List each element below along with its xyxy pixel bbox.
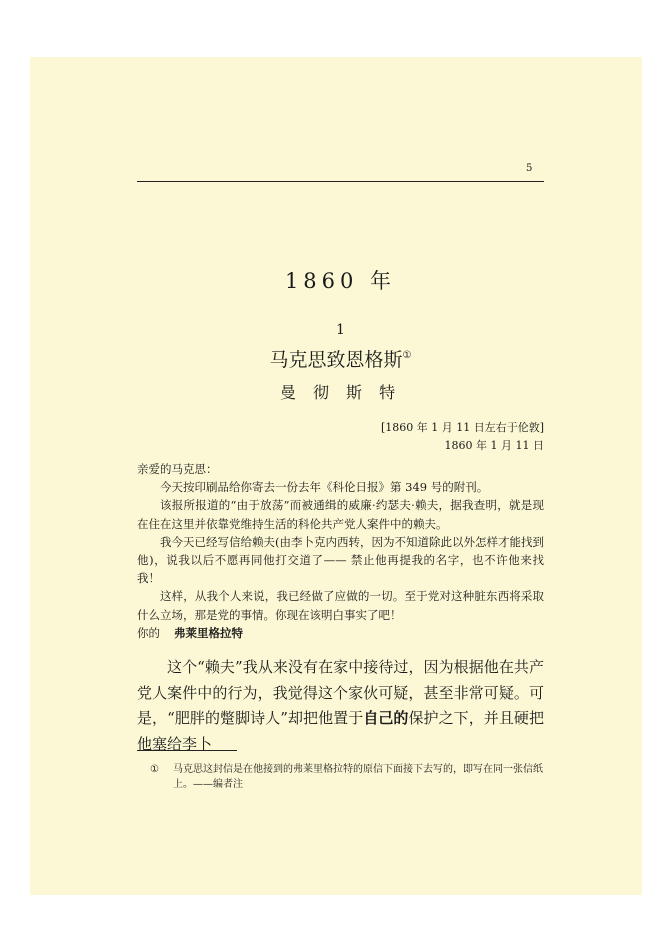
- signature: 弗莱里格拉特: [174, 625, 243, 640]
- footnote-text: 马克思这封信是在他接到的弗莱里格拉特的原信下面接下去写的，即写在同一张信纸上。——编者注: [173, 764, 543, 790]
- header-rule: [137, 181, 544, 182]
- letter-place: 曼 彻 斯 特: [279, 383, 402, 402]
- footnote: [150, 762, 544, 792]
- letter-paragraph: 该报所报道的“由于放荡”而被通缉的威廉·约瑟夫·赖夫，据我查明，就是现在住在这里并依靠党维持生活的科伦共产党人案件中的赖夫。: [137, 498, 544, 531]
- letter-closing: [137, 624, 544, 642]
- quoted-letter: [137, 460, 544, 642]
- letter-paragraph: 今天按印刷品给你寄去一份去年《科伦日报》第 349 号的附刊。: [160, 480, 489, 495]
- emphasized-text: 自己的: [363, 709, 409, 727]
- letter-paragraph: 这样，从我个人来说，我已经做了应做的一切。至于党对这种脏东西将采取什么立场，那是党的事情。你现在该明白事实了吧！: [137, 589, 544, 622]
- closing-word: 你的: [137, 625, 160, 640]
- letter-paragraph: 我今天已经写信给赖夫(由李卜克内西转，因为不知道除此以外怎样才能找到他)，说我以后不愿再同他打交道了—— 禁止他再提我的名字，也不许他来找我！: [137, 534, 544, 586]
- letter-title: [137, 345, 544, 372]
- page-number: 5: [526, 163, 533, 174]
- footnote-mark: ①: [150, 764, 159, 775]
- main-text-part: 这个“赖夫”我从来没有在家中接待过，因为根据他在共产党人案件中的行为，我觉得这个家伙可疑，甚至非常可疑。可是，“肥胖的蹩脚诗人”却把他置于: [137, 658, 544, 727]
- letter-number: 1: [336, 322, 345, 338]
- editorial-date: [1860 年 1 月 11 日左右于伦敦]: [380, 421, 544, 434]
- salutation: 亲爱的马克思：: [137, 462, 218, 476]
- footnote-marker: ①: [402, 350, 412, 361]
- footnote-rule: [137, 750, 237, 751]
- main-paragraph: [137, 655, 544, 757]
- main-text: [137, 655, 544, 757]
- letter-date: 1860 年 1 月 11 日: [444, 439, 544, 452]
- main-text-part: 保护之下，并且硬把他塞给李卜: [137, 709, 544, 753]
- year-heading: 1860 年: [284, 269, 397, 293]
- letter-title-text: 马克思致恩格斯: [269, 349, 403, 371]
